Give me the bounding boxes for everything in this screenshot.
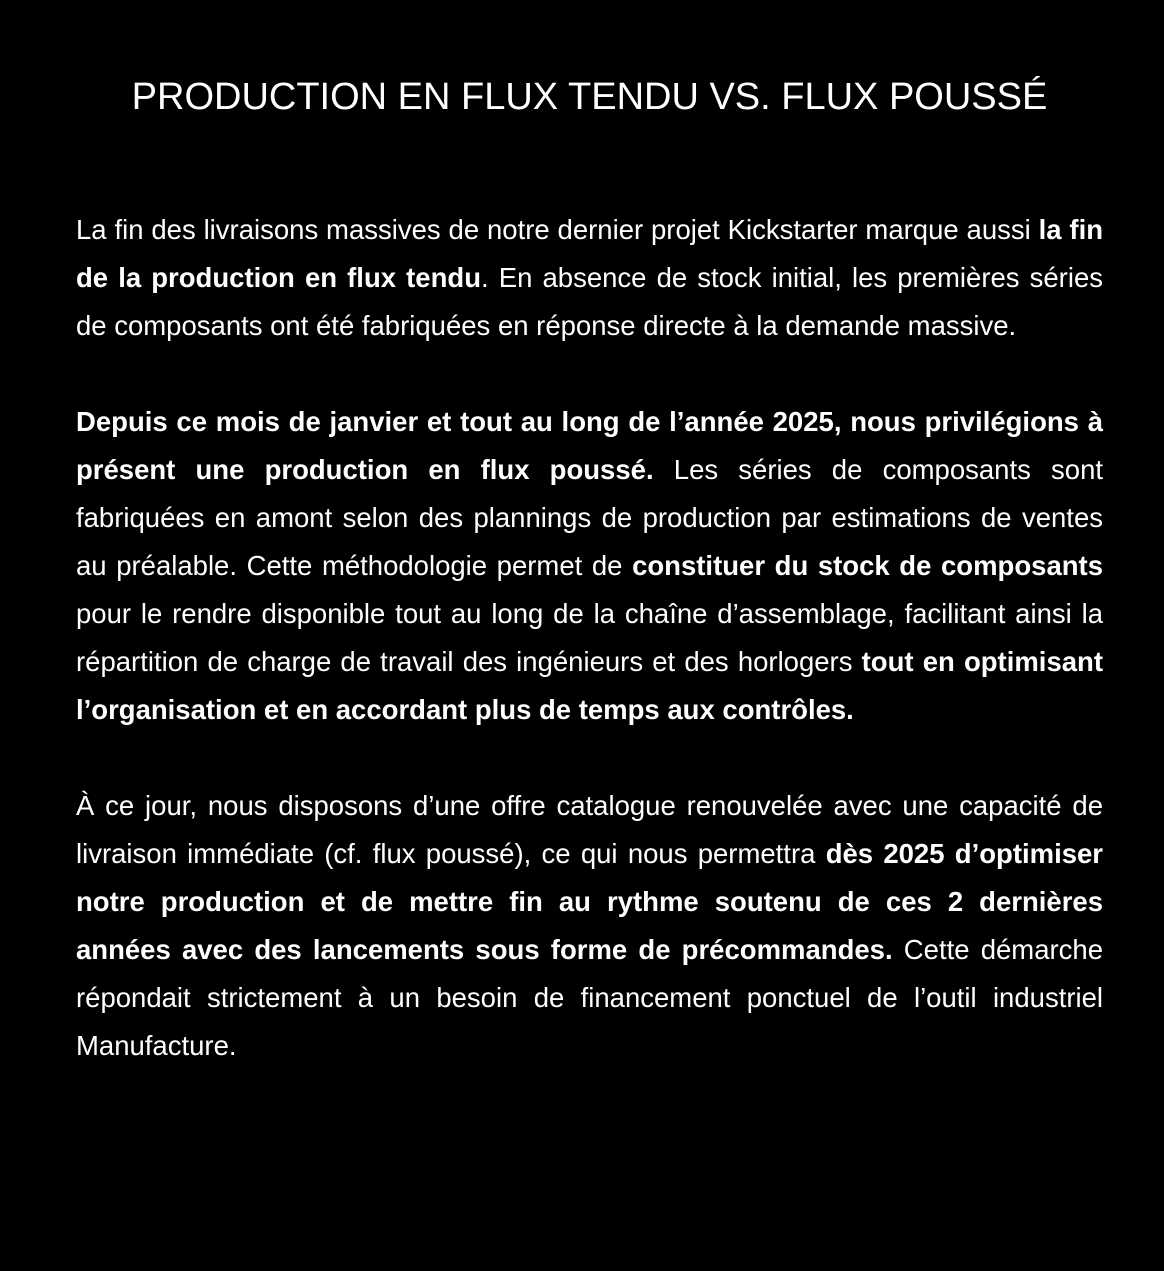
paragraph-2 [76, 398, 1103, 734]
emphasis-text: tout en optimisant l’organisation et en accordant plus de temps aux contrôles. [76, 646, 1103, 725]
paragraph-text: Cette démarche répondait strictement à un besoin de financement ponctuel de l’outil industriel Manufacture. [76, 934, 1103, 1061]
paragraph-1 [76, 206, 1103, 350]
page-title: PRODUCTION EN FLUX TENDU VS. FLUX POUSSÉ [131, 76, 1048, 118]
paragraph-text: . En absence de stock initial, les premières séries de composants ont été fabriquées en réponse directe à la demande massive. [76, 262, 1103, 341]
paragraph-text: À ce jour, nous disposons d’une offre catalogue renouvelée avec une capacité de livraison immédiate (cf. flux poussé), ce qui nous permettra [76, 790, 1103, 869]
paragraph-3 [76, 782, 1103, 1070]
emphasis-text: constituer du stock de composants [632, 550, 1103, 581]
emphasis-text: dès 2025 d’optimiser notre production et de mettre fin au rythme soutenu de ces 2 dernières années avec des lancements sous forme de précommandes. [76, 838, 1104, 965]
paragraph-text: Les séries de composants sont fabriquées en amont selon des plannings de production par estimations de ventes au préalable. Cette méthodologie permet de [76, 454, 1103, 581]
emphasis-text: la fin de la production en flux tendu [76, 214, 1104, 293]
article-body [76, 206, 1103, 1070]
emphasis-text: Depuis ce mois de janvier et tout au long de l’année 2025, nous privilégions à présent une production en flux poussé. [76, 406, 1103, 485]
paragraph-text: La fin des livraisons massives de notre dernier projet Kickstarter marque aussi [76, 214, 1039, 245]
paragraph-text: pour le rendre disponible tout au long de la chaîne d’assemblage, facilitant ainsi la répartition de charge de travail des ingénieurs et des horlogers [76, 598, 1103, 677]
